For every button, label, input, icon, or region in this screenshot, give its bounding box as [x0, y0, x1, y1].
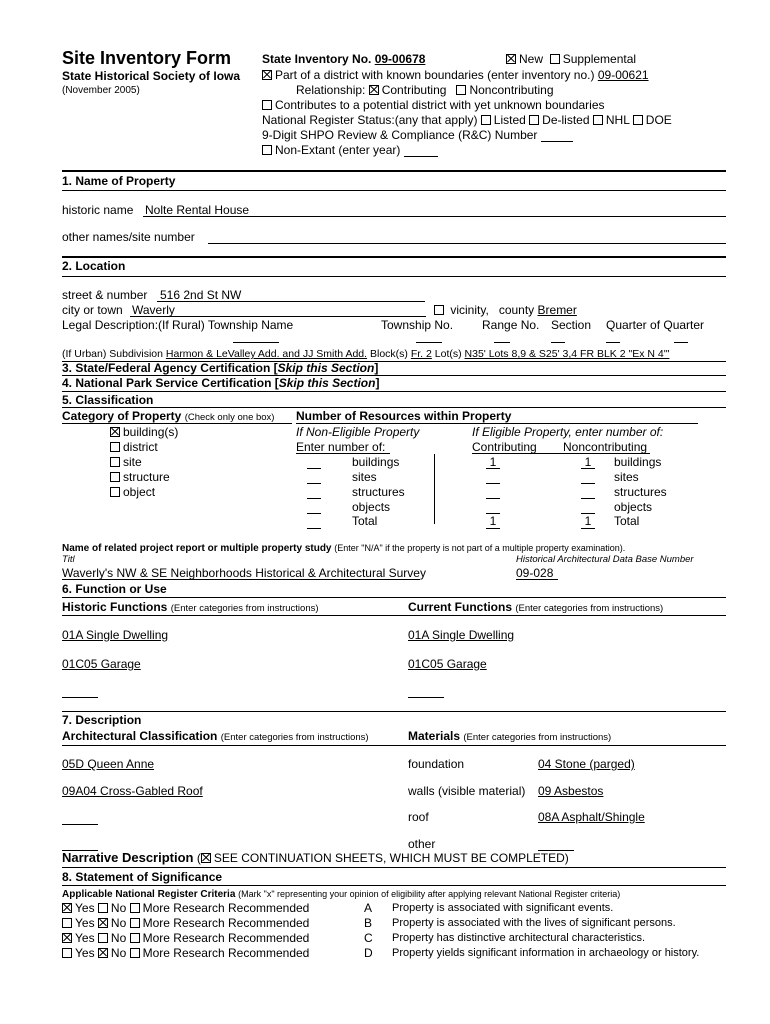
doe-checkbox[interactable] [633, 115, 643, 125]
section-field[interactable] [551, 342, 565, 343]
contrib-sites-field[interactable] [486, 483, 500, 484]
city-value[interactable]: Waverly [132, 303, 175, 317]
no-label: No [110, 901, 127, 915]
nhl-checkbox[interactable] [593, 115, 603, 125]
related-db-value[interactable]: 09-028 [516, 566, 554, 580]
historic-function-1[interactable]: 01A Single Dwelling [62, 628, 169, 642]
current-function-3-field[interactable] [408, 697, 444, 698]
part-of-district-row: Part of a district with known boundaries (enter inventory no.) 09-00621 [262, 68, 649, 82]
subdivision-value[interactable]: Harmon & LeValley Add. and JJ Smith Add. [165, 348, 368, 360]
noncontrib-buildings-line [581, 468, 595, 469]
foundation-label: foundation [408, 757, 465, 771]
delisted-checkbox[interactable] [529, 115, 539, 125]
new-checkbox[interactable] [506, 54, 516, 64]
more-research-checkbox[interactable] [130, 933, 140, 943]
section-1-heading: 1. Name of Property [62, 174, 176, 188]
elig-type-total: Total [614, 514, 640, 528]
township-no-label: Township No. [381, 318, 454, 332]
inventory-no-row: State Inventory No. 09-00678 [262, 52, 426, 66]
more-research-checkbox[interactable] [130, 903, 140, 913]
inventory-no-value[interactable]: 09-00678 [374, 52, 426, 66]
divider [62, 711, 726, 712]
more-research-label: More Research Recommended [142, 931, 310, 945]
contrib-buildings-line [486, 468, 500, 469]
section-5-heading: 5. Classification [62, 393, 154, 407]
historic-name-value[interactable]: Nolte Rental House [145, 203, 250, 217]
site-checkbox[interactable] [110, 457, 120, 467]
street-label: street & number [62, 288, 148, 302]
related-title-label: Titl [62, 554, 75, 565]
criterion-text: Property yields significant information in archaeology or history. [392, 947, 700, 959]
elig-type-buildings: buildings [614, 455, 662, 469]
other-names-label: other names/site number [62, 230, 195, 244]
contributing-col-label: Contributing [472, 440, 537, 454]
no-checkbox[interactable] [98, 933, 108, 943]
divider [62, 597, 726, 598]
nr-status-row: National Register Status:(any that apply) Listed De-listed NHL DOE [262, 113, 672, 127]
district-inventory-no[interactable]: 09-00621 [597, 68, 649, 82]
noncontrib-total-value[interactable]: 1 [584, 514, 592, 528]
criteria-heading: Applicable National Register Criteria (Mark "x" representing your opinion of eligibility after applying relevant National Register criteria) [62, 889, 621, 900]
street-line [157, 301, 425, 302]
category-object[interactable]: object [110, 485, 155, 499]
new-supplemental-row: New Supplemental [506, 52, 636, 66]
no-label: No [110, 931, 127, 945]
resources-heading: Number of Resources within Property [296, 409, 512, 423]
related-db-label: Historical Architectural Data Base Number [516, 554, 694, 565]
criterion-text: Property has distinctive architectural characteristics. [392, 932, 646, 944]
arch-classification-2[interactable]: 09A04 Cross-Gabled Roof [62, 784, 203, 798]
no-checkbox[interactable] [98, 948, 108, 958]
historic-function-3-field[interactable] [62, 697, 98, 698]
section-label: Section [551, 318, 592, 332]
divider [62, 256, 726, 258]
noncontributing-checkbox[interactable] [456, 85, 466, 95]
non-eligible-label: If Non-Eligible Property [296, 425, 420, 439]
nonelig-objects-field[interactable] [307, 513, 321, 514]
yes-label: Yes [75, 916, 95, 930]
yes-checkbox[interactable] [62, 918, 72, 928]
elig-type-objects: objects [614, 500, 653, 514]
arch-classification-1[interactable]: 05D Queen Anne [62, 757, 155, 771]
criterion-letter: A [364, 901, 373, 915]
historic-functions-heading: Historic Functions (Enter categories from instructions) [62, 600, 319, 614]
elig-type-sites: sites [614, 470, 639, 484]
relationship-row: Relationship: Contributing Noncontributing [296, 83, 554, 97]
current-functions-heading: Current Functions (Enter categories from instructions) [408, 600, 664, 614]
agency-name: State Historical Society of Iowa [62, 69, 241, 83]
other-names-field[interactable] [208, 243, 726, 244]
divider [62, 407, 726, 408]
related-title-line [62, 579, 420, 580]
divider [62, 745, 726, 746]
divider [62, 391, 726, 392]
criteria-row [62, 946, 309, 960]
category-district[interactable]: district [110, 440, 158, 454]
roof-label: roof [408, 810, 429, 824]
city-label: city or town [62, 303, 123, 317]
resource-type-total: Total [352, 514, 378, 528]
object-checkbox[interactable] [110, 487, 120, 497]
nonextant-row: Non-Extant (enter year) [262, 143, 438, 157]
related-study-row: Name of related project report or multiple property study (Enter "N/A" if the property is not part of a multiple property examination). [62, 543, 626, 554]
enter-number-underline [296, 453, 390, 454]
criterion-text: Property is associated with the lives of significant persons. [392, 917, 676, 929]
nonelig-buildings-field[interactable] [307, 468, 321, 469]
form-title: Site Inventory Form [62, 48, 232, 68]
no-checkbox[interactable] [98, 918, 108, 928]
lots-value[interactable]: N35' Lots 8,9 & S25' 3,4 FR BLK 2 "Ex N 4'" [464, 348, 670, 360]
divider [62, 867, 726, 868]
criterion-text: Property is associated with significant events. [392, 902, 614, 914]
quarter-field[interactable] [606, 342, 620, 343]
narrative-row: Narrative Description ( SEE CONTINUATION SHEETS, WHICH MUST BE COMPLETED) [62, 850, 569, 865]
no-checkbox[interactable] [98, 903, 108, 913]
other-material-label: other [408, 837, 436, 851]
resource-type-structures: structures [352, 485, 405, 499]
category-building[interactable]: building(s) [110, 425, 178, 439]
potential-district-row: Contributes to a potential district with yet unknown boundaries [262, 98, 605, 112]
elig-type-structures: structures [614, 485, 667, 499]
yes-label: Yes [75, 901, 95, 915]
more-research-label: More Research Recommended [142, 946, 310, 960]
divider [62, 190, 726, 191]
no-label: No [110, 916, 127, 930]
historic-name-label: historic name [62, 203, 134, 217]
part-of-district-checkbox[interactable] [262, 70, 272, 80]
walls-label: walls (visible material) [408, 784, 526, 798]
resource-type-objects: objects [352, 500, 391, 514]
potential-district-checkbox[interactable] [262, 100, 272, 110]
divider [62, 276, 726, 277]
no-label: No [110, 946, 127, 960]
arch-classification-heading: Architectural Classification (Enter categories from instructions) [62, 729, 369, 743]
historic-function-2[interactable]: 01C05 Garage [62, 657, 141, 671]
section-4-heading: 4. National Park Service Certification [Skip this Section] [62, 376, 380, 390]
section-6-heading: 6. Function or Use [62, 582, 167, 596]
section-7-heading: 7. Description [62, 713, 142, 727]
street-value[interactable]: 516 2nd St NW [160, 288, 242, 302]
quarter-of-quarter-field[interactable] [674, 342, 688, 343]
city-line [130, 316, 426, 317]
range-no-field[interactable] [494, 342, 510, 343]
nonelig-sites-field[interactable] [307, 483, 321, 484]
divider [62, 885, 726, 886]
foundation-value[interactable]: 04 Stone (parged) [538, 757, 635, 771]
column-divider [434, 454, 435, 524]
category-site[interactable]: site [110, 455, 142, 469]
district-checkbox[interactable] [110, 442, 120, 452]
noncontrib-total-line [581, 528, 595, 529]
county-value[interactable]: Bremer [537, 303, 577, 317]
nonelig-structures-field[interactable] [307, 498, 321, 499]
vicinity-checkbox[interactable] [434, 305, 444, 315]
category-structure[interactable]: structure [110, 470, 170, 484]
contributing-checkbox[interactable] [369, 85, 379, 95]
criteria-row [62, 901, 309, 915]
arch-classification-3-field[interactable] [62, 824, 98, 825]
vicinity-row: vicinity, county Bremer [434, 303, 577, 317]
form-revision: (November 2005) [62, 85, 140, 96]
roof-value[interactable]: 08A Asphalt/Shingle [538, 810, 645, 824]
noncontrib-sites-field[interactable] [581, 483, 595, 484]
historic-name-line [143, 216, 726, 217]
resource-type-sites: sites [352, 470, 377, 484]
quarter-label: Quarter of Quarter [606, 318, 705, 332]
structure-checkbox[interactable] [110, 472, 120, 482]
section-3-heading: 3. State/Federal Agency Certification [Skip this Section] [62, 361, 379, 375]
section-2-heading: 2. Location [62, 259, 126, 273]
criteria-row [62, 931, 309, 945]
eligible-underline [472, 453, 650, 454]
yes-checkbox[interactable] [62, 903, 72, 913]
materials-heading: Materials (Enter categories from instructions) [408, 729, 612, 743]
walls-value[interactable]: 09 Asbestos [538, 784, 604, 798]
criterion-letter: C [364, 931, 373, 945]
nonelig-total-field[interactable] [307, 528, 321, 529]
nonextant-year-field[interactable] [404, 145, 438, 157]
supplemental-checkbox[interactable] [550, 54, 560, 64]
related-title-value[interactable]: Waverly's NW & SE Neighborhoods Historical & Architectural Survey [62, 566, 426, 580]
range-no-label: Range No. [482, 318, 540, 332]
enter-number-label: Enter number of: [296, 440, 386, 454]
eligible-label: If Eligible Property, enter number of: [472, 425, 664, 439]
noncontrib-buildings-value[interactable]: 1 [584, 455, 592, 469]
yes-checkbox[interactable] [62, 948, 72, 958]
section-8-heading: 8. Statement of Significance [62, 870, 223, 884]
related-db-line [516, 579, 558, 580]
township-no-field[interactable] [416, 342, 442, 343]
narrative-checkbox[interactable] [201, 853, 211, 863]
yes-label: Yes [75, 931, 95, 945]
contrib-total-value[interactable]: 1 [489, 514, 497, 528]
divider [62, 170, 726, 172]
legal-description-label: Legal Description:(If Rural) Township Name [62, 318, 294, 332]
current-function-1[interactable]: 01A Single Dwelling [408, 628, 515, 642]
divider [62, 423, 292, 424]
noncontributing-col-label: Noncontributing [563, 440, 648, 454]
shpo-row: 9-Digit SHPO Review & Compliance (R&C) Number [262, 128, 573, 142]
listed-checkbox[interactable] [481, 115, 491, 125]
building-checkbox[interactable] [110, 427, 120, 437]
more-research-checkbox[interactable] [130, 918, 140, 928]
criterion-letter: B [364, 916, 373, 930]
noncontrib-structures-field[interactable] [581, 498, 595, 499]
category-heading: Category of Property (Check only one box) [62, 409, 275, 423]
contrib-total-line [486, 528, 500, 529]
contrib-structures-field[interactable] [486, 498, 500, 499]
divider [296, 423, 698, 424]
nonextant-checkbox[interactable] [262, 145, 272, 155]
more-research-checkbox[interactable] [130, 948, 140, 958]
yes-label: Yes [75, 946, 95, 960]
criteria-row [62, 916, 309, 930]
block-value[interactable]: Fr. 2 [410, 348, 432, 360]
contrib-buildings-value[interactable]: 1 [489, 455, 497, 469]
shpo-number-field[interactable] [541, 130, 573, 142]
current-function-2[interactable]: 01C05 Garage [408, 657, 487, 671]
more-research-label: More Research Recommended [142, 916, 310, 930]
urban-row: (If Urban) Subdivision Harmon & LeValley Add. and JJ Smith Add. Block(s) Fr. 2 Lot(s) N35' Lots 8,9 & S25' 3,4 FR BLK 2 "Ex N 4'" [62, 348, 670, 360]
more-research-label: More Research Recommended [142, 901, 310, 915]
yes-checkbox[interactable] [62, 933, 72, 943]
resource-type-buildings: buildings [352, 455, 400, 469]
divider [62, 615, 726, 616]
criterion-letter: D [364, 946, 373, 960]
township-name-field[interactable] [233, 342, 279, 343]
